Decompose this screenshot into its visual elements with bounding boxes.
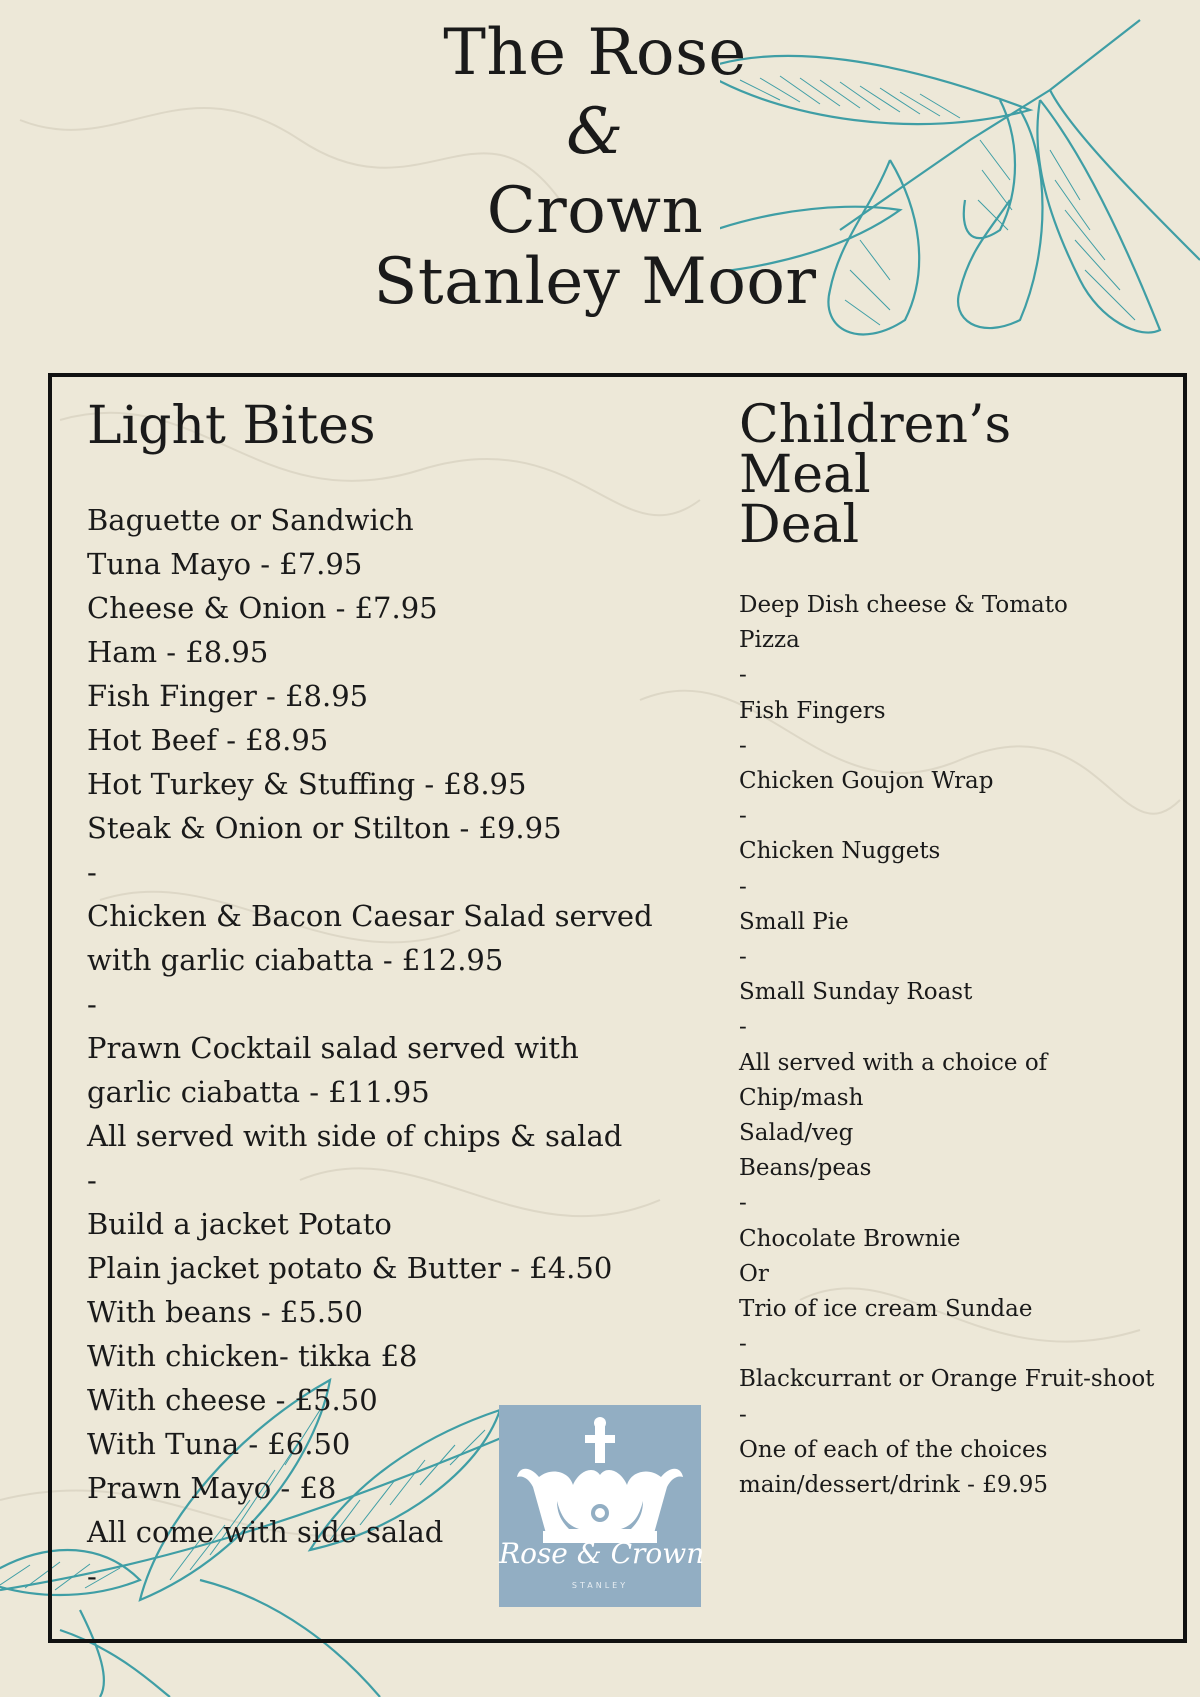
menu-item-line: Cheese & Onion - £7.95 [87,591,438,625]
kids-menu-item-line: - [739,803,747,830]
menu-item-line: with garlic ciabatta - £12.95 [87,943,504,977]
kids-menu-item-line: - [739,944,747,971]
kids-menu-item-line: Fish Fingers [739,697,886,724]
childrens-meal-heading [739,395,1159,555]
kids-menu-item-line: Small Pie [739,908,849,935]
kids-menu-item-line: - [739,1190,747,1217]
kids-menu-item-line: Chocolate Brownie [739,1225,961,1252]
kids-menu-item-line: - [739,732,747,759]
title-location: Stanley Moor [373,245,817,319]
kids-menu-item-line: One of each of the choices [739,1436,1048,1463]
title-line-1: The Rose [443,16,747,90]
menu-item-line: - [87,987,97,1021]
rose-and-crown-logo [499,1405,705,1607]
menu-item-line: Plain jacket potato & Butter - £4.50 [87,1251,613,1285]
menu-item-line: garlic ciabatta - £11.95 [87,1075,430,1109]
menu-item-line: Fish Finger - £8.95 [87,679,369,713]
kids-menu-item-line: main/dessert/drink - £9.95 [739,1472,1049,1499]
title-line-3: Crown [486,174,704,248]
childrens-meal-list [739,588,1159,1503]
menu-item-line: Prawn Cocktail salad served with [87,1031,579,1065]
menu-item-line: - [87,1163,97,1197]
menu-item-line: - [87,855,97,889]
logo-subtitle: STANLEY [571,1581,629,1590]
kids-menu-item-line: Deep Dish cheese & Tomato [739,592,1068,618]
light-bites-heading: Light Bites [87,396,376,456]
menu-item-line: All come with side salad [87,1515,444,1549]
kids-menu-item-line: Or [739,1260,769,1287]
menu-item-line: Ham - £8.95 [87,635,269,669]
kids-menu-item-line: Chip/mash [739,1084,864,1111]
menu-item-line: - [87,1559,97,1593]
restaurant-title [0,14,1190,322]
kids-menu-item-line: - [739,1401,747,1428]
kids-menu-item-line: - [739,1014,747,1041]
crown-with-rose-icon [499,1405,701,1545]
kids-menu-item-line: - [739,1331,747,1358]
logo-wordmark: Rose & Crown [499,1537,705,1570]
kids-menu-item-line: Salad/veg [739,1120,854,1147]
kids-menu-item-line: - [739,873,747,900]
menu-item-line: Baguette or Sandwich [87,503,414,537]
childrens-meal-heading-line-2: Deal [739,495,860,555]
menu-item-line: Build a jacket Potato [87,1207,392,1241]
menu-item-line: Steak & Onion or Stilton - £9.95 [87,811,562,845]
title-ampersand: & [566,95,624,169]
kids-menu-item-line: Beans/peas [739,1155,872,1182]
menu-item-line: With cheese - £5.50 [87,1383,378,1417]
kids-menu-item-line: All served with a choice of [739,1049,1048,1076]
kids-menu-item-line: Chicken Goujon Wrap [739,768,994,795]
kids-menu-item-line: Trio of ice cream Sundae [739,1296,1033,1323]
menu-item-line: With Tuna - £6.50 [87,1427,351,1461]
kids-menu-item-line: - [739,662,747,689]
menu-item-line: Chicken & Bacon Caesar Salad served [87,899,653,933]
menu-item-line: With beans - £5.50 [87,1295,363,1329]
menu-item-line: All served with side of chips & salad [87,1119,623,1153]
menu-item-line: Hot Beef - £8.95 [87,723,329,757]
childrens-meal-heading-line-1: Children’s Meal [739,395,1012,505]
kids-menu-item-line: Pizza [739,627,800,654]
kids-menu-item-line: Blackcurrant or Orange Fruit-shoot [739,1366,1155,1393]
menu-item-line: With chicken- tikka £8 [87,1339,418,1373]
childrens-meal-section [739,395,1159,1503]
menu-item-line: Hot Turkey & Stuffing - £8.95 [87,767,527,801]
menu-item-line: Tuna Mayo - £7.95 [87,547,363,581]
menu-item-line: Prawn Mayo - £8 [87,1471,337,1505]
kids-menu-item-line: Small Sunday Roast [739,979,973,1006]
kids-menu-item-line: Chicken Nuggets [739,838,941,865]
